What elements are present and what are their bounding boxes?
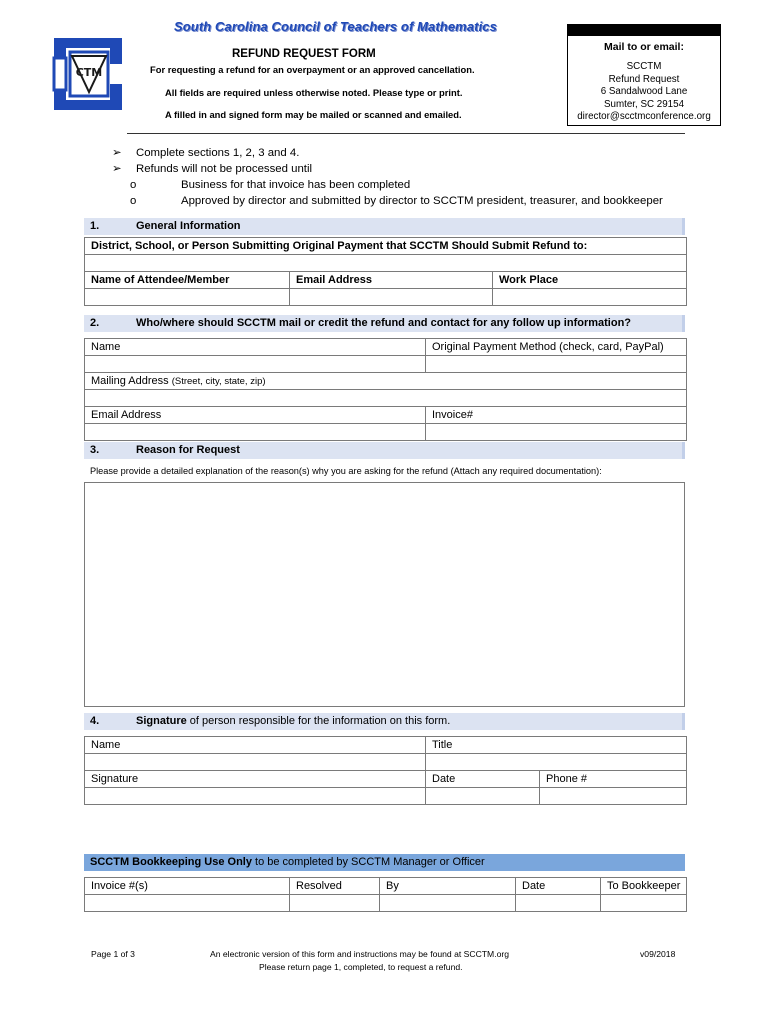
bk-date-field[interactable] [516,895,601,912]
bk-date-label: Date [516,878,601,895]
refund-name-field[interactable] [85,356,426,373]
phone-field[interactable] [540,788,687,805]
mailing-address-hint: (Street, city, state, zip) [171,376,266,387]
mail-line-email[interactable]: director@scctmconference.org [577,111,711,123]
signer-name-label: Name [85,737,426,754]
section1-header [84,218,685,235]
mail-address [568,61,720,124]
bookkeeping-title-rest: to be completed by SCCTM Manager or Officer [251,856,485,868]
organization-title: South Carolina Council of Teachers of Mathematics [174,19,497,34]
bk-invoice-field[interactable] [85,895,290,912]
circle-bullet-icon: o [130,179,137,191]
signer-name-field[interactable] [85,754,426,771]
attendee-name-label: Name of Attendee/Member [85,272,290,289]
section1-table [84,237,687,306]
workplace-field[interactable] [493,289,687,306]
bk-by-label: By [380,878,516,895]
mail-line-org: SCCTM [626,61,662,72]
signature-field[interactable] [85,788,426,805]
circle-bullet-icon: o [130,195,137,207]
section3-number: 3. [90,444,100,456]
bookkeeping-header [84,854,685,871]
phone-label: Phone # [540,771,687,788]
bk-by-field[interactable] [380,895,516,912]
header-divider [127,133,685,134]
signature-date-label: Date [426,771,540,788]
section1-number: 1. [90,220,100,232]
invoice-field[interactable] [426,424,687,441]
section2-title: Who/where should SCCTM mail or credit the refund and contact for any follow up information? [136,317,632,329]
section2-table [84,338,687,441]
arrow-bullet-icon: ➢ [112,163,122,175]
invoice-label: Invoice# [426,407,687,424]
header-submit-text: A filled in and signed form may be mailed or scanned and emailed. [165,109,462,120]
bk-to-bookkeeper-field[interactable] [601,895,687,912]
payment-method-field[interactable] [426,356,687,373]
bookkeeping-table [84,877,687,912]
mail-box-header-bar [568,25,720,36]
section4-title-bold: Signature [136,715,187,727]
refund-email-label: Email Address [85,407,426,424]
instruction-subitem: o Business for that invoice has been completed [130,179,411,191]
section4-table [84,736,687,805]
section4-title [136,713,450,730]
arrow-bullet-icon: ➢ [112,147,122,159]
mailing-address-label: Mailing Address (Street, city, state, zip) [85,373,687,390]
header-purpose-text: For requesting a refund for an overpayment or an approved cancellation. [150,64,475,75]
logo-text: CTM [75,66,103,79]
district-field[interactable] [85,255,687,272]
section4-title-rest: of person responsible for the information on this form. [186,715,451,727]
bk-invoice-label: Invoice #(s) [85,878,290,895]
refund-email-field[interactable] [85,424,426,441]
header-required-text: All fields are required unless otherwise noted. Please type or print. [165,87,463,98]
refund-name-label: Name [85,339,426,356]
bk-resolved-field[interactable] [290,895,380,912]
mailing-address-field[interactable] [85,390,687,407]
instructions-list [112,145,663,209]
bookkeeping-title-bold: SCCTM Bookkeeping Use Only [90,856,252,868]
section4-header [84,713,685,730]
explanation-instructions: Please provide a detailed explanation of the reason(s) why you are asking for the refund (Attach any required documentation): [90,466,602,476]
mail-line-attn: Refund Request [608,73,680,85]
instruction-item: ➢ Refunds will not be processed until [112,163,313,175]
mail-line-street: 6 Sandalwood Lane [600,86,688,98]
section4-number: 4. [90,715,100,727]
instruction-subitem: o Approved by director and submitted by director to SCCTM president, treasurer, and bookkeeper [130,195,663,207]
instruction-item: ➢ Complete sections 1, 2, 3 and 4. [112,147,300,159]
footer-electronic-note: An electronic version of this form and instructions may be found at SCCTM.org [210,949,510,959]
bk-resolved-label: Resolved [290,878,380,895]
section3-header [84,442,685,459]
section1-title: General Information [136,220,241,232]
mail-line-city: Sumter, SC 29154 [603,98,685,110]
bk-to-bookkeeper-label: To Bookkeeper [601,878,687,895]
section2-header [84,315,685,332]
mail-heading: Mail to or email: [604,41,684,53]
signature-date-field[interactable] [426,788,540,805]
form-title: REFUND REQUEST FORM [232,48,376,60]
section2-number: 2. [90,317,100,329]
explanation-textarea[interactable] [84,482,685,707]
signature-label: Signature [85,771,426,788]
district-label: District, School, or Person Submitting Original Payment that SCCTM Should Submit Refund to: [85,238,687,255]
attendee-email-field[interactable] [290,289,493,306]
mail-to-box [567,24,721,126]
attendee-name-field[interactable] [85,289,290,306]
section3-title: Reason for Request [136,444,240,456]
workplace-label: Work Place [493,272,687,289]
form-version: v09/2018 [640,949,676,959]
footer-return-note: Please return page 1, completed, to request a refund. [259,962,463,972]
page-number: Page 1 of 3 [91,949,135,959]
payment-method-label: Original Payment Method (check, card, PayPal) [426,339,687,356]
attendee-email-label: Email Address [290,272,493,289]
scctm-logo [52,34,128,114]
signer-title-label: Title [426,737,687,754]
signer-title-field[interactable] [426,754,687,771]
